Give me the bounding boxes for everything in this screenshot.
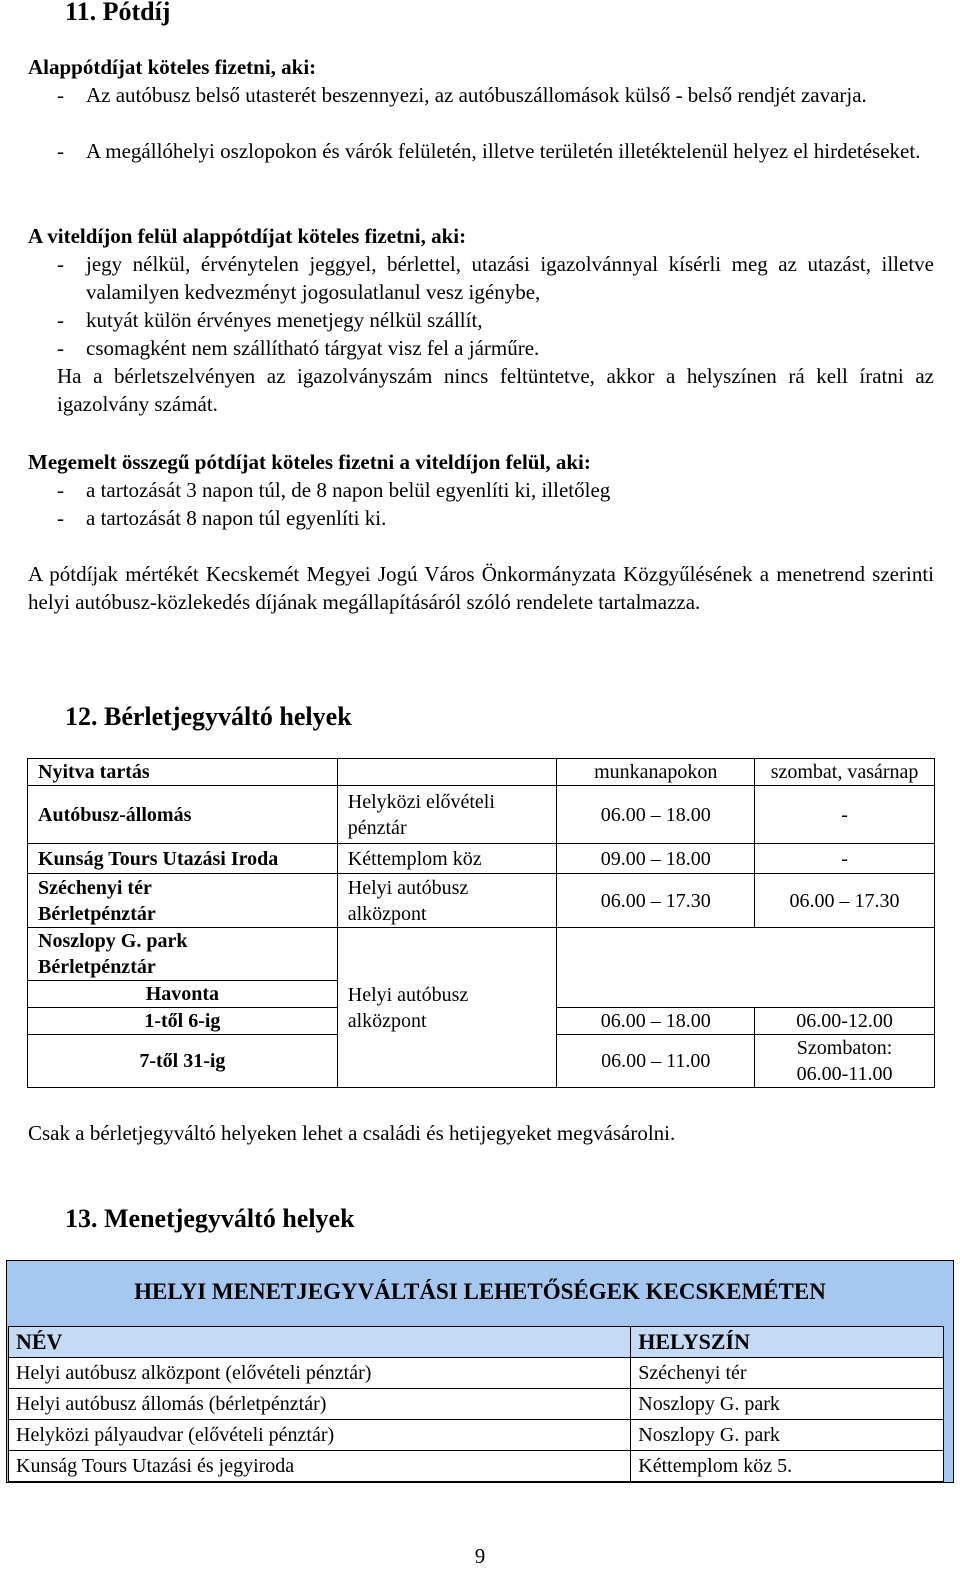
table-cell: Szombaton: 06.00-11.00 <box>755 1035 935 1088</box>
group1-title: Alappótdíjat köteles fizetni, aki: <box>28 55 317 79</box>
weekend-header: szombat, vasárnap <box>755 759 935 786</box>
table-cell: Széchenyi tér <box>631 1358 944 1389</box>
table-cell: Helyi autóbusz alközpont <box>337 874 557 928</box>
list-item: - Az autóbusz belső utasterét beszennyezi, az autóbuszállomások külső - belső rendjét zavarja. <box>57 83 867 107</box>
table-cell: 09.00 – 18.00 <box>557 844 755 874</box>
table-cell: 7-től 31-ig <box>28 1035 338 1088</box>
table-cell: Kéttemplom köz 5. <box>631 1451 944 1482</box>
list-item: - a tartozását 8 napon túl egyenlíti ki. <box>57 506 387 530</box>
section-12-heading: 12. Bérletjegyváltó helyek <box>65 702 352 731</box>
weekdays-header: munkanapokon <box>557 759 755 786</box>
section-11-heading: 11. Pótdíj <box>65 0 171 26</box>
col-name-header: NÉV <box>9 1327 631 1358</box>
table-cell: 1-től 6-ig <box>28 1008 338 1035</box>
table-cell: - <box>755 786 935 844</box>
table-cell: Kunság Tours Utazási és jegyiroda <box>9 1451 631 1482</box>
menetjegy-table-title: HELYI MENETJEGYVÁLTÁSI LEHETŐSÉGEK KECSKEMÉTEN <box>134 1279 826 1304</box>
table-cell: Kunság Tours Utazási Iroda <box>28 844 338 874</box>
table-cell: 06.00 – 17.30 <box>557 874 755 928</box>
table-cell: Noszlopy G. park <box>631 1389 944 1420</box>
table-cell: Autóbusz-állomás <box>28 786 338 844</box>
table-cell: Havonta <box>28 981 338 1008</box>
table-cell: Széchenyi tér Bérletpénztár <box>28 874 338 928</box>
menetjegy-table <box>8 1326 944 1482</box>
list-item: - csomagként nem szállítható tárgyat visz fel a járműre. <box>57 336 540 360</box>
table-cell: Noszlopy G. park Bérletpénztár <box>28 928 338 981</box>
group2-note: Ha a bérletszelvényen az igazolványszám nincs feltüntetve, akkor a helyszínen rá kell íratni az igazolvány számát. <box>57 364 934 416</box>
table-cell: Noszlopy G. park <box>631 1420 944 1451</box>
col-place-header: HELYSZÍN <box>631 1327 944 1358</box>
open-hours-label: Nyitva tartás <box>28 759 338 786</box>
list-item: - kutyát külön érvényes menetjegy nélkül szállít, <box>57 308 483 332</box>
table-cell: Kéttemplom köz <box>337 844 557 874</box>
berlet-note: Csak a bérletjegyváltó helyeken lehet a családi és hetijegyeket megvásárolni. <box>28 1121 676 1145</box>
list-item: - a tartozását 3 napon túl, de 8 napon belül egyenlíti ki, illetőleg <box>57 478 611 502</box>
closing-paragraph: A pótdíjak mértékét Kecskemét Megyei Jogú Város Önkormányzata Közgyűlésének a menetrend szerinti helyi autóbusz-közlekedés díjának megállapításáról szóló rendelete tartalmazza. <box>28 562 934 614</box>
table-cell: Helyi autóbusz alközpont (elővételi pénztár) <box>9 1358 631 1389</box>
table-cell: Helyközi elővételi pénztár <box>337 786 557 844</box>
table-cell: 06.00-12.00 <box>755 1008 935 1035</box>
section-13-heading: 13. Menetjegyváltó helyek <box>65 1204 355 1233</box>
empty-cell <box>557 928 935 1008</box>
list-item: - jegy nélkül, érvénytelen jeggyel, bérlettel, utazási igazolvánnyal kísérli meg az utazást, illetve valamilyen kedvezményt jogosulatlanul vesz igénybe, <box>57 252 934 304</box>
table-cell: 06.00 – 11.00 <box>557 1035 755 1088</box>
group2-title: A viteldíjon felül alappótdíjat köteles fizetni, aki: <box>28 224 467 248</box>
berlet-table <box>27 758 935 1088</box>
table-cell: Helyközi pályaudvar (elővételi pénztár) <box>9 1420 631 1451</box>
table-cell: Helyi autóbusz alközpont <box>337 928 557 1088</box>
group3-title: Megemelt összegű pótdíjat köteles fizetni a viteldíjon felül, aki: <box>28 450 591 474</box>
table-cell: Helyi autóbusz állomás (bérletpénztár) <box>9 1389 631 1420</box>
table-cell: 06.00 – 18.00 <box>557 786 755 844</box>
empty-cell <box>337 759 557 786</box>
table-cell: 06.00 – 18.00 <box>557 1008 755 1035</box>
list-item: - A megállóhelyi oszlopokon és várók felületén, illetve területén illetéktelenül helyez el hirdetéseket. <box>57 139 921 163</box>
table-cell: - <box>755 844 935 874</box>
table-cell: 06.00 – 17.30 <box>755 874 935 928</box>
page-number: 9 <box>474 1544 486 1568</box>
